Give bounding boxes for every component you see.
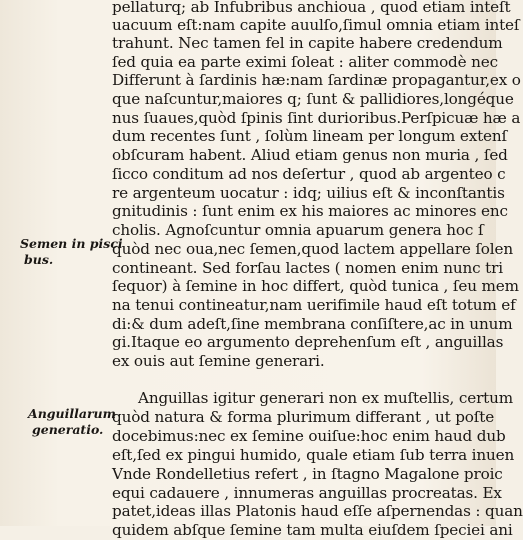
margin-note-semen bbox=[20, 236, 123, 268]
text-line: Anguillas igitur generari non ex muſtellis, certum bbox=[138, 389, 514, 407]
text-line: quidem abſque ſemine tam multa eiuſdem ſpeciei ani bbox=[112, 521, 513, 539]
text-line: gnitudinis : ſunt enim ex his maiores ac minores enc bbox=[112, 202, 508, 220]
text-line: gi.Itaque eo argumento deprehenſum eſt , anguillas bbox=[112, 333, 504, 351]
text-line: nus ſuaues,quòd ſpinis ſint durioribus.Perſpicuæ hæ a bbox=[112, 109, 521, 127]
text-line: ſed quia ea parte eximi ſoleat : aliter commodè nec bbox=[112, 53, 498, 71]
text-line: re argenteum uocatur : idq; uilius eſt & inconſtantis bbox=[112, 184, 505, 202]
text-line: contineant. Sed forſau lactes ( nomen enim nunc tri bbox=[112, 259, 503, 277]
text-line: ſequor) à ſemine in hoc differt, quòd tunica , ſeu mem bbox=[112, 277, 519, 295]
text-line: que naſcuntur,maiores q; ſunt & pallidiores,longéque bbox=[112, 90, 514, 108]
text-line: ex ouis aut ſemine generari. bbox=[112, 352, 325, 370]
text-line: obſcuram habent. Aliud etiam genus non muria , ſed bbox=[112, 146, 508, 164]
text-line: uacuum eſt:nam capite auulſo,ſimul omnia etiam inteſ bbox=[112, 16, 520, 34]
text-line: quòd natura & forma plurimum differant , ut poſte bbox=[112, 408, 495, 426]
text-line: na tenui contineatur,nam uerifimile haud eſt totum ef bbox=[112, 296, 516, 314]
margin-note-line: generatio. bbox=[32, 422, 104, 437]
margin-note-anguillarum bbox=[28, 406, 116, 438]
margin-note-line: Anguillarum bbox=[28, 406, 116, 421]
text-line: eſt,ſed ex pingui humido, quale etiam ſub terra inuen bbox=[112, 446, 515, 464]
text-line: Vnde Rondelletius refert , in ſtagno Magalone proic bbox=[112, 465, 503, 483]
text-line: pellaturq; ab Infubribus anchioua , quod etiam inteſt bbox=[112, 0, 511, 16]
text-line: Differunt à ſardinis hæ:nam ſardinæ propagantur,ex o bbox=[112, 71, 521, 89]
margin-note-line: bus. bbox=[24, 252, 54, 267]
text-line: ſicco conditum ad nos deſertur , quod ab argenteo c bbox=[112, 165, 506, 183]
text-line: trahunt. Nec tamen fel in capite habere credendum bbox=[112, 34, 503, 52]
margin-note-line: Semen in pisci bbox=[20, 236, 123, 251]
text-line: patet,ideas illas Platonis haud eſſe aſpernendas : quan bbox=[112, 502, 523, 520]
text-line: docebimus:nec ex ſemine ouiſue:hoc enim haud dub bbox=[112, 427, 506, 445]
text-line: quòd nec oua,nec ſemen,quod lactem appellare ſolen bbox=[112, 240, 513, 258]
text-line: cholis. Agnoſcuntur omnia apuarum genera hoc ſ bbox=[112, 221, 484, 239]
text-line: equi cadauere , innumeras anguillas procreatas. Ex bbox=[112, 484, 502, 502]
text-line: di:& dum adeſt,ſine membrana conſiſtere,ac in unum bbox=[112, 315, 513, 333]
text-line: dum recentes ſunt , ſolùm lineam per longum extenſ bbox=[112, 127, 507, 145]
